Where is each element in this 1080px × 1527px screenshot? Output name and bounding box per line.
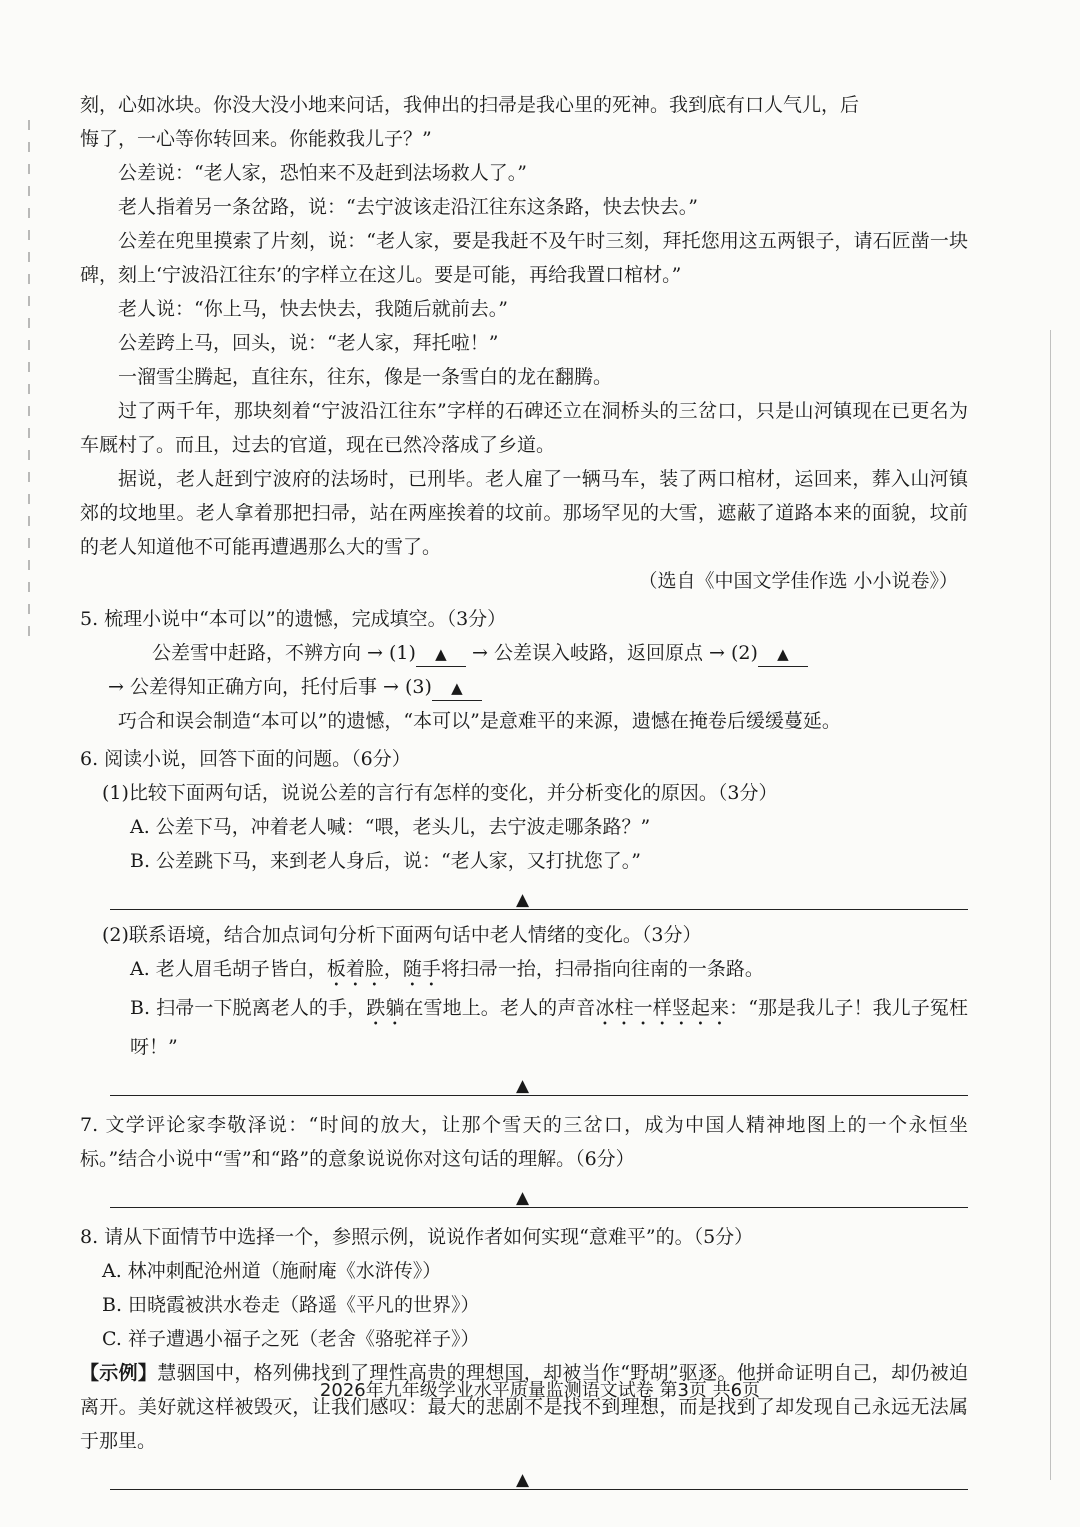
question-5-note: 巧合和误会制造“本可以”的遗憾，“本可以”是意难平的来源，遗憾在掩卷后缓缓蔓延。 <box>118 710 841 732</box>
story-paragraph: 一溜雪尘腾起，直往东，往东，像是一条雪白的龙在翻腾。 <box>118 366 613 388</box>
question-6-title: 6. 阅读小说，回答下面的问题。（6分） <box>80 748 411 770</box>
text: 在雪地上。老人的声音 <box>404 997 596 1019</box>
sentence-a <box>80 952 968 991</box>
answer-rule <box>110 1489 968 1490</box>
story-paragraph: 老人说：“你上马，快去快去，我随后就前去。” <box>118 298 508 320</box>
scan-edge-right <box>1050 330 1051 1480</box>
answer-marker: ▲ <box>777 645 789 663</box>
question-6-sub-2: (2)联系语境，结合加点词句分析下面两句话中老人情绪的变化。（3分） <box>102 924 702 946</box>
answer-marker: ▲ <box>516 1470 530 1490</box>
question-8-title: 8. 请从下面情节中选择一个，参照示例，说说作者如何实现“意难平”的。（5分） <box>80 1226 754 1248</box>
sentence-b <box>80 991 968 1064</box>
option-b: B. 田晓霞被洪水卷走（路遥《平凡的世界》） <box>102 1294 480 1316</box>
blank-label: (2) <box>730 642 758 664</box>
blank-label: (3) <box>404 676 432 698</box>
question-6 <box>80 742 968 1104</box>
sentence-a: A. 公差下马，冲着老人喊：“喂，老头儿，去宁波走哪条路？” <box>130 816 651 838</box>
story-source: （选自《中国文学佳作选 小小说卷》） <box>638 570 958 592</box>
answer-marker: ▲ <box>516 890 530 910</box>
story-line: 刻，心如冰块。你没大没小地来问话，我伸出的扫帚是我心里的死神。我到底有口人气儿，后 <box>80 94 860 116</box>
story-paragraph: 公差在兜里摸索了片刻，说：“老人家，要是我赶不及午时三刻，拜托您用这五两银子，请石匠凿一块碑，刻上‘宁波沿江往东’的字样立在这儿。要是可能，再给我置口棺材。” <box>80 230 968 286</box>
story-paragraph: 据说，老人赶到宁波府的法场时，已刑毕。老人雇了一辆马车，装了两口棺材，运回来，葬入山河镇郊的坟地里。老人拿着那把扫帚，站在两座挨着的坟前。那场罕见的大雪，遮蔽了道路本来的面貌，坟前的老人知道他不可能再遭遇那么大的雪了。 <box>80 468 968 558</box>
answer-marker: ▲ <box>451 679 463 697</box>
question-5-title: 5. 梳理小说中“本可以”的遗憾，完成填空。（3分） <box>80 608 507 630</box>
dotted-phrase: 板着脸 <box>326 958 384 980</box>
story-paragraph: 过了两千年，那块刻着“宁波沿江往东”字样的石碑还立在洞桥头的三岔口，只是山河镇现在已更名为车厩村了。而且，过去的官道，现在已然冷落成了乡道。 <box>80 400 968 456</box>
story-paragraph: 老人指着另一条岔路，说：“去宁波该走沿江往东这条路，快去快去。” <box>118 196 698 218</box>
flow-step: 公差雪中赶路，不辨方向 → <box>152 642 383 664</box>
exam-page <box>80 88 968 1498</box>
sentence-b: B. 公差跳下马，来到老人身后，说：“老人家，又打扰您了。” <box>130 850 641 872</box>
answer-rule <box>110 1095 968 1096</box>
text: 将扫帚一抬，扫帚指向往南的一条路。 <box>440 958 764 980</box>
example-label: 【示例】 <box>80 1362 158 1384</box>
answer-blank-1[interactable] <box>416 641 466 667</box>
text: ：“那是我儿子！我儿子冤枉呀！” <box>130 997 968 1058</box>
question-6-sub-1: (1)比较下面两句话，说说公差的言行有怎样的变化，并分析变化的原因。（3分） <box>102 782 778 804</box>
story-line: 悔了，一心等你转回来。你能救我儿子？” <box>80 128 432 150</box>
text: ， <box>383 958 403 980</box>
dotted-phrase: 随手 <box>402 958 441 980</box>
page-footer: 2026年九年级学业水平质量监测语文试卷 第3页 共6页 <box>319 1380 761 1401</box>
story-excerpt <box>80 88 968 598</box>
flow-step: → 公差误入岐路，返回原点 → <box>471 642 725 664</box>
answer-blank-3[interactable] <box>432 675 482 701</box>
question-8 <box>80 1220 968 1498</box>
answer-line[interactable] <box>80 1458 968 1498</box>
question-7 <box>80 1108 968 1216</box>
answer-blank-2[interactable] <box>758 641 808 667</box>
question-5-flow <box>80 636 968 670</box>
example-text: 慧骃国中，格列佛找到了理性高贵的理想国，却被当作“野胡”驱逐。他拼命证明自己，却仍被迫离开。美好就这样被毁灭，让我们感叹：最大的悲剧不是找不到理想，而是找到了却发现自己永远无法属于那里。 <box>80 1362 968 1452</box>
answer-marker: ▲ <box>516 1076 530 1096</box>
text: A. 老人眉毛胡子皆白， <box>130 958 327 980</box>
dotted-phrase: 冰柱一样竖起来 <box>595 997 730 1019</box>
question-5 <box>80 602 968 738</box>
answer-marker: ▲ <box>435 645 447 663</box>
answer-marker: ▲ <box>516 1188 530 1208</box>
question-7-text: 7. 文学评论家李敬泽说：“时间的放大，让那个雪天的三岔口，成为中国人精神地图上的一个永恒坐标。”结合小说中“雪”和“路”的意象说说你对这句话的理解。（6分） <box>80 1114 968 1170</box>
option-a: A. 林冲刺配沧州道（施耐庵《水浒传》） <box>102 1260 442 1282</box>
answer-line[interactable] <box>80 1176 968 1216</box>
question-5-flow <box>80 670 968 704</box>
scan-edge-left <box>28 120 30 640</box>
story-paragraph: 公差说：“老人家，恐怕来不及赶到法场救人了。” <box>118 162 527 184</box>
option-c: C. 祥子遭遇小福子之死（老舍《骆驼祥子》） <box>102 1328 480 1350</box>
example-paragraph <box>80 1356 968 1458</box>
answer-line[interactable] <box>80 1064 968 1104</box>
blank-label: (1) <box>389 642 416 664</box>
answer-line[interactable] <box>80 878 968 918</box>
text: B. 扫帚一下脱离老人的手， <box>130 997 367 1019</box>
story-paragraph: 公差跨上马，回头，说：“老人家，拜托啦！” <box>118 332 499 354</box>
answer-rule <box>110 909 968 910</box>
dotted-phrase: 跌躺 <box>366 997 405 1019</box>
answer-rule <box>110 1207 968 1208</box>
flow-step: → 公差得知正确方向，托付后事 → <box>108 676 399 698</box>
